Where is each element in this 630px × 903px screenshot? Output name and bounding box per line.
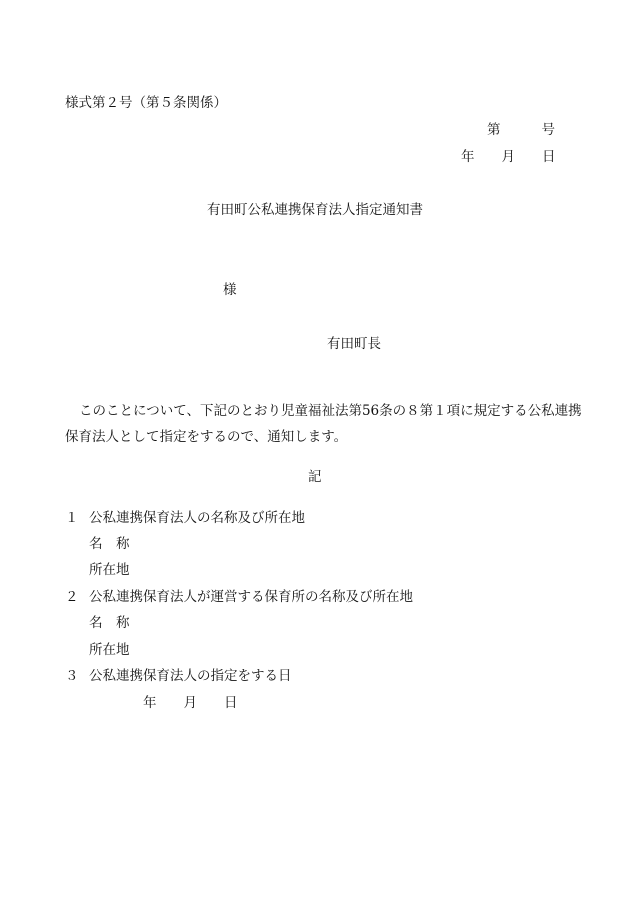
- ki-heading: 記: [308, 469, 322, 485]
- body-line-1: このことについて、下記のとおり児童福祉法第56条の８第１項に規定する公私連携: [79, 403, 582, 419]
- body-line-2: 保育法人として指定をするので、通知します。: [65, 429, 348, 445]
- addressee-suffix: 様: [223, 282, 237, 298]
- designation-date-month: 月: [183, 695, 197, 711]
- sender-name: 有田町長: [327, 336, 381, 352]
- item-2-number: ２: [65, 589, 79, 605]
- issue-date-day: 日: [542, 149, 556, 165]
- item-1-text: 公私連携保育法人の名称及び所在地: [89, 510, 305, 526]
- item-3-number: ３: [65, 668, 79, 684]
- issue-date-month: 月: [501, 149, 515, 165]
- issue-date: [461, 151, 556, 165]
- doc-number-suffix: 号: [541, 122, 555, 138]
- designation-date-year: 年: [143, 695, 157, 711]
- form-label: 様式第２号（第５条関係）: [65, 95, 227, 111]
- item-2-address-label: 所在地: [89, 642, 130, 658]
- item-2-text: 公私連携保育法人が運営する保育所の名称及び所在地: [89, 589, 413, 605]
- doc-number-prefix: 第: [487, 122, 501, 138]
- item-3-text: 公私連携保育法人の指定をする日: [89, 668, 292, 684]
- issue-date-year: 年: [461, 149, 475, 165]
- item-1-name-label: 名 称: [89, 536, 130, 552]
- item-1-number: １: [65, 510, 79, 526]
- designation-date: [143, 697, 238, 711]
- document-number: [487, 124, 555, 138]
- document-title: 有田町公私連携保育法人指定通知書: [207, 202, 423, 218]
- designation-date-day: 日: [224, 695, 238, 711]
- item-2-name-label: 名 称: [89, 615, 130, 631]
- item-1-address-label: 所在地: [89, 562, 130, 578]
